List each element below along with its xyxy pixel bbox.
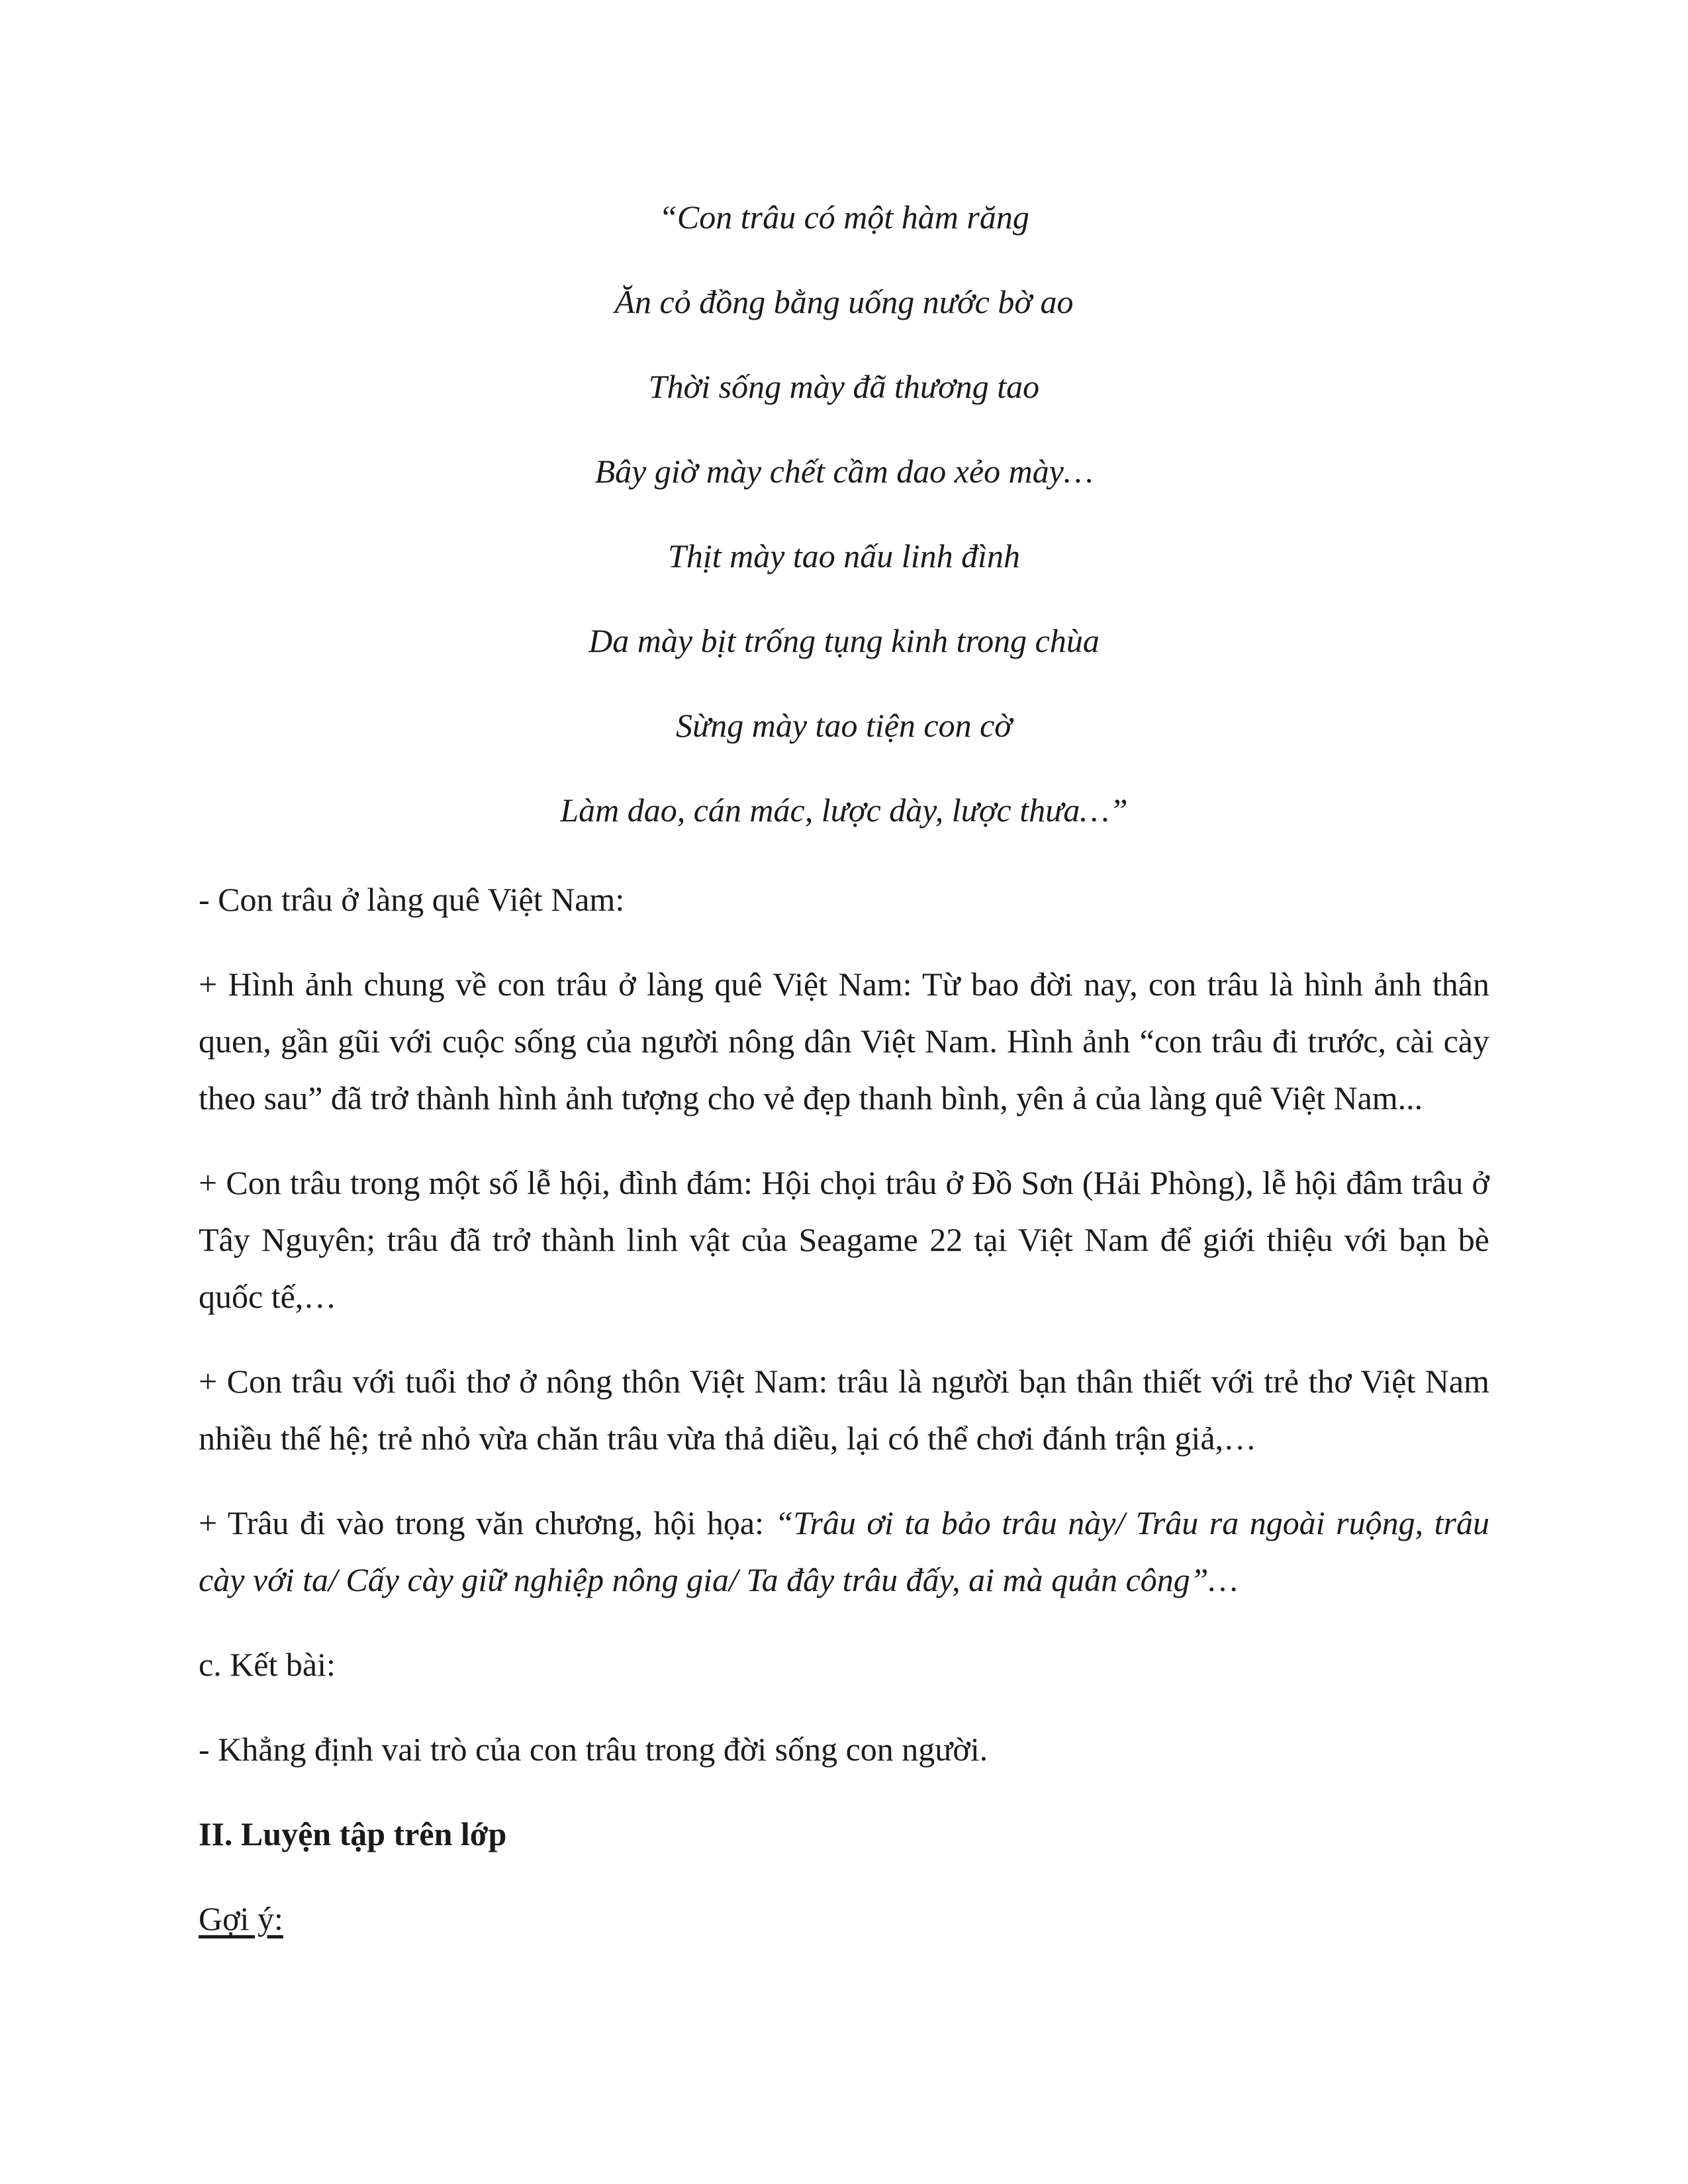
document-content	[199, 193, 1489, 1975]
paragraph-childhood: + Con trâu với tuổi thơ ở nông thôn Việt Nam: trâu là người bạn thân thiết với trẻ thơ Việt Nam nhiều thế hệ; trẻ nhỏ vừa chăn trâu vừa thả diều, lại có thể chơi đánh trận giả,…	[199, 1363, 1489, 1457]
folk-poem	[199, 193, 1489, 871]
practice-heading: II. Luyện tập trên lớp	[199, 1815, 507, 1852]
poem-line: Làm dao, cán mác, lược dày, lược thưa…”	[560, 792, 1128, 829]
poem-line: Bây giờ mày chết cầm dao xẻo mày…	[594, 453, 1094, 490]
poem-line: Ăn cỏ đồng bằng uống nước bờ ao	[614, 283, 1074, 320]
paragraph-literature	[199, 1494, 1489, 1608]
poem-line: Thịt mày tao nấu linh đình	[668, 537, 1020, 574]
literature-quote: “Trâu ơi ta bảo trâu này/ Trâu ra ngoài ruộng, trâu cày với ta/ Cấy cày giữ nghiệp nông gia/ Ta đây trâu đấy, ai mà quản công”…	[199, 1504, 1489, 1598]
paragraph-festivals: + Con trâu trong một số lễ hội, đình đám: Hội chọi trâu ở Đồ Sơn (Hải Phòng), lễ hội đâm trâu ở Tây Nguyên; trâu đã trở thành linh vật của Seagame 22 tại Việt Nam để giới thiệu với bạn bè quốc tế,…	[199, 1164, 1489, 1315]
poem-line: Sừng mày tao tiện con cờ	[675, 707, 1012, 744]
poem-line: Da mày bịt trống tụng kinh trong chùa	[588, 622, 1100, 659]
poem-line: “Con trâu có một hàm răng	[659, 199, 1029, 236]
hint-label-wrap	[199, 1890, 1489, 1947]
section-village-heading: - Con trâu ở làng quê Việt Nam:	[199, 881, 625, 918]
poem-line: Thời sống mày đã thương tao	[648, 368, 1040, 405]
hint-label: Gợi ý:	[199, 1900, 283, 1937]
paragraph-general-image: + Hình ảnh chung về con trâu ở làng quê Việt Nam: Từ bao đời nay, con trâu là hình ảnh thân quen, gần gũi với cuộc sống của người nông dân Việt Nam. Hình ảnh “con trâu đi trước, cài cày theo sau” đã trở thành hình ảnh tượng cho vẻ đẹp thanh bình, yên ả của làng quê Việt Nam...	[199, 966, 1489, 1116]
conclusion-label: c. Kết bài:	[199, 1646, 336, 1683]
conclusion-text: - Khẳng định vai trò của con trâu trong đời sống con người.	[199, 1731, 988, 1768]
literature-prefix: + Trâu đi vào trong văn chương, hội họa:	[199, 1504, 775, 1541]
